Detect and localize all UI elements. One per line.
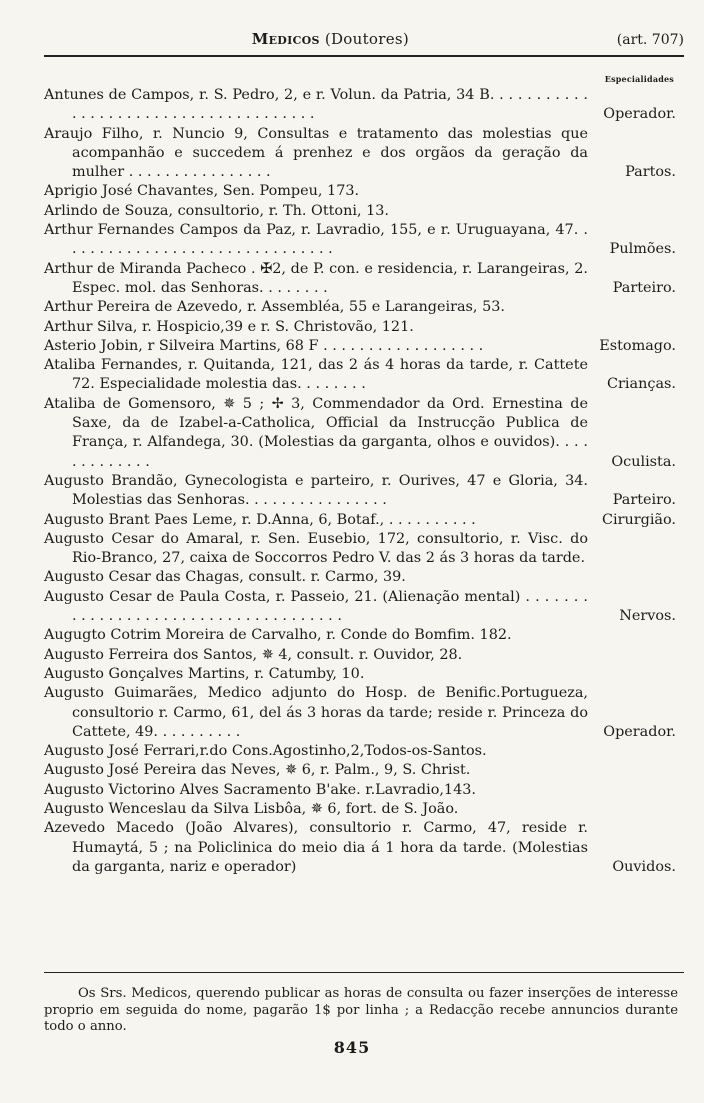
entry-text: Arthur Silva, r. Hospicio,39 e r. S. Christovão, 121. <box>44 318 414 335</box>
directory-entry <box>44 86 676 125</box>
entry-text: Arlindo de Souza, consultorio, r. Th. Ottoni, 13. <box>44 202 389 219</box>
directory-entry <box>44 781 676 800</box>
directory-entry <box>44 511 676 530</box>
entry-text: Antunes de Campos, r. S. Pedro, 2, e r. Volun. da Patria, 34 B. . . . . . . . . . . . . . . . . . . . . . . . . . . . . . . . . . . . . . <box>44 87 588 123</box>
entry-text: Arthur de Miranda Pacheco . ✠2, de P. con. e residencia, r. Larangeiras, 2. Espec. mol. das Senhoras. . . . . . . . <box>44 260 588 296</box>
entry-specialty: Operador. <box>603 723 676 740</box>
header-rule <box>44 55 684 57</box>
directory-entry <box>44 125 676 183</box>
entry-text: Aprigio José Chavantes, Sen. Pompeu, 173. <box>44 183 360 200</box>
footer-rule <box>44 972 684 973</box>
entry-text: Augusto José Ferrari,r.do Cons.Agostinho,2,Todos-os-Santos. <box>44 743 487 760</box>
entry-text: Augusto Cesar do Amaral, r. Sen. Eusebio, 172, consultorio, r. Visc. do Rio-Branco, 27, caixa de Soccorros Pedro V. das 2 ás 3 horas da tarde. <box>44 530 588 567</box>
entry-text: Augugto Cotrim Moreira de Carvalho, r. Conde do Bomfim. 182. <box>44 627 512 644</box>
entry-text: Augusto Wenceslau da Silva Lisbôa, ✵ 6, fort. de S. João. <box>44 800 459 817</box>
directory-entry <box>44 684 676 742</box>
entry-text: Augusto Ferreira dos Santos, ✵ 4, consult. r. Ouvidor, 28. <box>44 646 463 663</box>
entry-text: Asterio Jobin, r Silveira Martins, 68 F . . . . . . . . . . . . . . . . . . <box>44 337 484 354</box>
article-reference: (art. 707) <box>616 32 684 48</box>
entry-text: Araujo Filho, r. Nuncio 9, Consultas e tratamento das molestias que acompanhão e succedem á prenhez e dos orgãos da geração da mulher . . . . . . . . . . . . . . . . <box>44 125 588 181</box>
specialties-column-label: Especialidades <box>604 74 674 84</box>
entry-specialty: Cirurgião. <box>601 511 676 528</box>
entry-text: Augusto Guimarães, Medico adjunto do Hosp. de Benific.Portugueza, consultorio r. Carmo, 61, del ás 3 horas da tarde; reside r. Princeza do Cattete, 49. . . . . . . . . . <box>44 685 588 740</box>
directory-entry <box>44 337 676 356</box>
directory-entry <box>44 182 676 201</box>
directory-entry <box>44 761 676 780</box>
page-title <box>44 30 617 48</box>
directory-entry <box>44 202 676 221</box>
directory-entry <box>44 626 676 645</box>
entry-text: Arthur Pereira de Azevedo, r. Assembléa, 55 e Larangeiras, 53. <box>44 299 505 316</box>
directory-entry <box>44 819 676 877</box>
page-number: 845 <box>333 1038 371 1057</box>
entry-text: Augusto Victorino Alves Sacramento B'ake. r.Lavradio,143. <box>44 781 476 798</box>
entry-text: Arthur Fernandes Campos da Paz, r. Lavradio, 155, e r. Uruguayana, 47. . . . . . . . . . . . . . . . . . . . . . . . . . . . . . . <box>44 222 588 258</box>
entry-text: Augusto Cesar de Paula Costa, r. Passeio, 21. (Alienação mental) . . . . . . . . . . . . . . . . . . . . . . . . . . . . . . . . . . . . . <box>44 588 588 625</box>
entry-text: Augusto Brandão, Gynecologista e parteiro, r. Ourives, 47 e Gloria, 34. Molestias das Senhoras. . . . . . . . . . . . . . . . <box>44 472 588 509</box>
directory-entry <box>44 356 676 395</box>
entry-specialty: Partos. <box>625 164 676 181</box>
entry-text: Augusto Brant Paes Leme, r. D.Anna, 6, Botaf., . . . . . . . . . . <box>44 511 476 528</box>
entry-text: Azevedo Macedo (João Alvares), consultorio r. Carmo, 47, reside r. Humaytá, 5 ; na Policlinica do meio dia á 1 hora da tarde. (Molestias da garganta, nariz e operador) <box>44 820 588 875</box>
directory-entry <box>44 395 676 472</box>
entry-specialty: Parteiro. <box>612 492 676 509</box>
entry-text: Augusto Cesar das Chagas, consult. r. Carmo, 39. <box>44 569 406 586</box>
doctor-list <box>44 86 676 877</box>
directory-entry <box>44 221 676 260</box>
directory-entry <box>44 646 676 665</box>
directory-entry <box>44 472 676 511</box>
directory-entry <box>44 318 676 337</box>
directory-entry <box>44 568 676 587</box>
directory-entry <box>44 665 676 684</box>
entry-specialty: Nervos. <box>619 608 676 625</box>
entry-text: Ataliba de Gomensoro, ✵ 5 ; ✢ 3, Commendador da Ord. Ernestina de Saxe, da de Izabel-a-Catholica, Official da Instrucção Publica de França, r. Alfandega, 30. (Molestias da garganta, olhos e ouvidos). . . . . . . . . . . . . <box>44 395 588 470</box>
entry-specialty: Pulmões. <box>609 241 676 258</box>
page-header <box>44 30 684 52</box>
title-rest: (Doutores) <box>319 30 410 48</box>
entry-specialty: Estomago. <box>599 337 676 354</box>
entry-specialty: Ouvidos. <box>612 858 676 875</box>
directory-entry <box>44 260 676 299</box>
entry-text: Augusto José Pereira das Neves, ✵ 6, r. Palm., 9, S. Christ. <box>44 762 471 779</box>
entry-specialty: Crianças. <box>607 376 676 393</box>
entry-text: Augusto Gonçalves Martins, r. Catumby, 10. <box>44 665 365 682</box>
directory-entry <box>44 742 676 761</box>
directory-entry <box>44 800 676 819</box>
title-bold: Medicos <box>251 30 320 48</box>
footer-text: Os Srs. Medicos, querendo publicar as horas de consulta ou fazer inserções de interesse proprio em seguida do nome, pagarão 1$ por linha ; a Redacção recebe annuncios durante todo o anno. <box>44 986 678 1034</box>
entry-text: Ataliba Fernandes, r. Quitanda, 121, das 2 ás 4 horas da tarde, r. Cattete 72. Especialidade molestia das. . . . . . . . <box>44 357 588 393</box>
entry-specialty: Parteiro. <box>612 279 676 296</box>
entry-specialty: Operador. <box>603 106 676 123</box>
directory-entry <box>44 298 676 317</box>
footer-notice <box>44 986 678 1036</box>
entry-specialty: Oculista. <box>611 453 676 470</box>
directory-entry <box>44 588 676 627</box>
directory-entry <box>44 530 676 569</box>
